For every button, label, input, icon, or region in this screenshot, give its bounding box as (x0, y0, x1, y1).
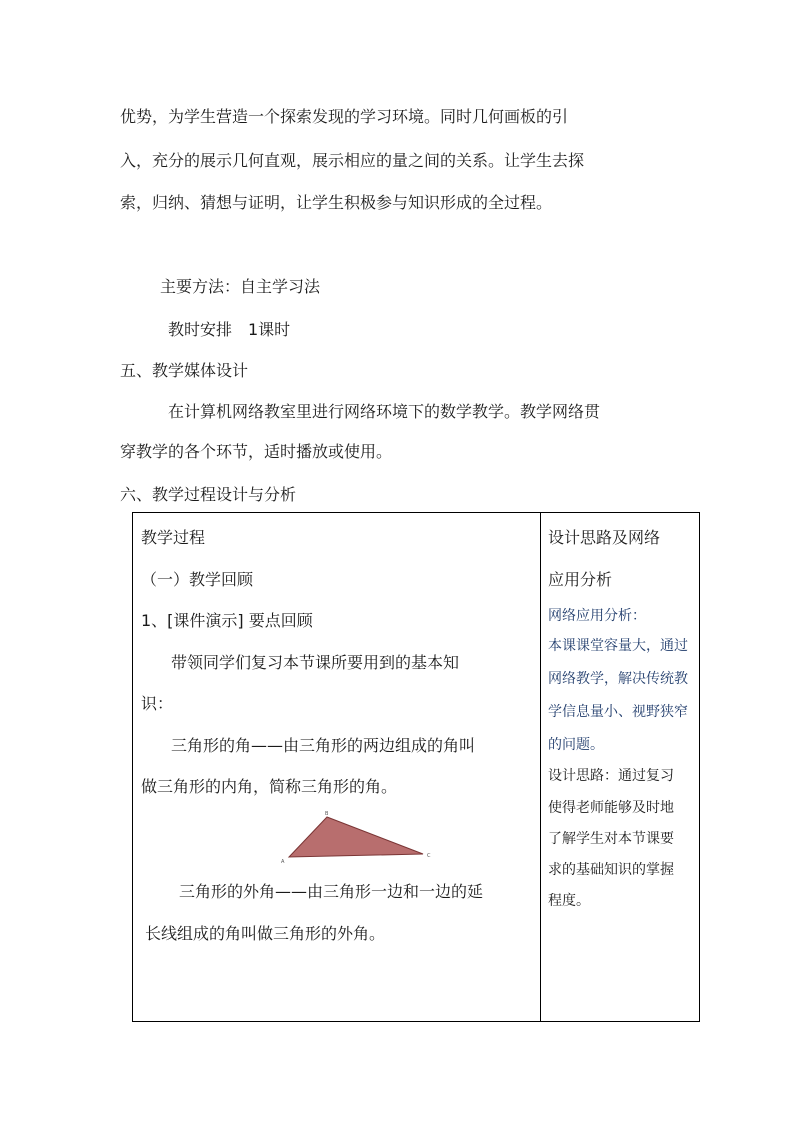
intro-line-3: 索，归纳、猜想与证明，让学生积极参与知识形成的全过程。 (120, 193, 553, 212)
design-idea-line: 了解学生对本节课要 (548, 831, 674, 847)
left-header: 教学过程 (141, 528, 206, 547)
design-idea-line: 求的基础知识的掌握 (548, 862, 674, 878)
review-para-line-1: 带领同学们复习本节课所要用到的基本知 (171, 653, 460, 672)
svg-text:C: C (427, 853, 431, 859)
network-analysis-line: 学信息量小、视野狭窄 (548, 704, 688, 720)
process-table (132, 512, 700, 1022)
exterior-angle-line-2: 长线组成的角叫做三角形的外角。 (145, 924, 386, 943)
section-5-line-1: 在计算机网络教室里进行网络环境下的数学教学。教学网络贯 (168, 402, 601, 421)
exterior-angle-line-1: 三角形的外角——由三角形一边和一边的延 (179, 882, 484, 901)
design-idea-line: 程度。 (548, 893, 590, 909)
design-idea-line: 使得老师能够及时地 (548, 800, 674, 816)
network-analysis-line: 本课课堂容量大，通过 (548, 638, 688, 654)
section-6-heading: 六、教学过程设计与分析 (120, 485, 297, 504)
section-5-heading: 五、教学媒体设计 (120, 361, 249, 380)
interior-angle-line-1: 三角形的角——由三角形的两边组成的角叫 (171, 736, 476, 755)
network-analysis-line: 网络教学，解决传统教 (548, 671, 688, 687)
svg-text:A: A (281, 859, 285, 865)
network-analysis-label: 网络应用分析： (548, 608, 646, 624)
intro-line-1: 优势，为学生营造一个探索发现的学习环境。同时几何画板的引 (120, 107, 569, 126)
main-method: 主要方法：自主学习法 (160, 277, 321, 296)
column-divider (540, 513, 541, 1021)
interior-angle-line-2: 做三角形的内角，简称三角形的角。 (141, 777, 398, 796)
right-header-line-2: 应用分析 (548, 570, 613, 589)
triangle-figure (281, 811, 441, 867)
subsection-review: （一）教学回顾 (141, 570, 254, 589)
network-analysis-line: 的问题。 (548, 737, 604, 753)
item-courseware-demo: 1、[课件演示] 要点回顾 (141, 611, 313, 630)
section-5-line-2: 穿教学的各个环节，适时播放或使用。 (120, 442, 393, 461)
svg-text:B: B (325, 811, 329, 817)
lesson-schedule: 教时安排 1课时 (168, 320, 291, 339)
right-header-line-1: 设计思路及网络 (548, 528, 661, 547)
triangle-shape (289, 817, 423, 857)
intro-line-2: 入，充分的展示几何直观，展示相应的量之间的关系。让学生去探 (120, 151, 585, 170)
design-idea-line: 设计思路：通过复习 (548, 768, 674, 784)
review-para-line-2: 识： (141, 694, 174, 713)
